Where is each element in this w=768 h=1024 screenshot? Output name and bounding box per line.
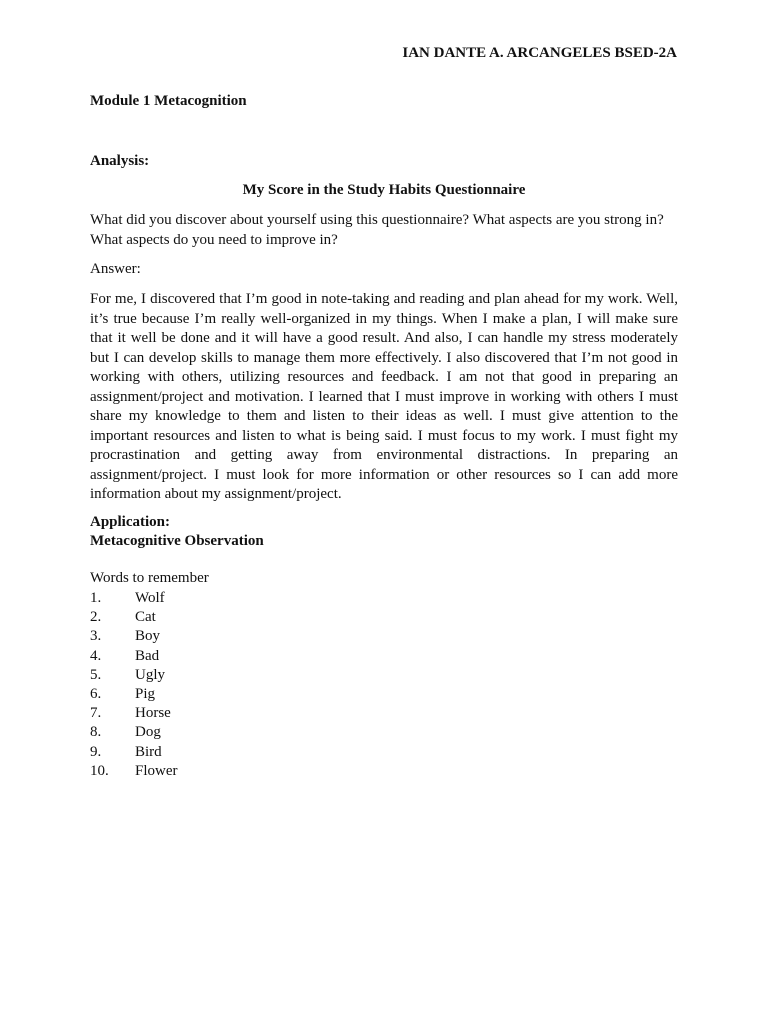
word-list-item xyxy=(90,762,178,781)
word-number: 1. xyxy=(90,590,102,606)
word-number: 9. xyxy=(90,743,102,760)
word-list-item xyxy=(90,743,178,762)
word-list-item xyxy=(90,608,178,627)
word-text: Horse xyxy=(135,705,171,722)
application-section xyxy=(90,513,264,551)
word-list-item xyxy=(90,723,178,742)
word-list-item xyxy=(90,589,178,608)
word-list-item xyxy=(90,685,178,704)
application-heading: Application: xyxy=(90,514,171,530)
word-list-item xyxy=(90,666,178,685)
word-text: Flower xyxy=(135,762,178,779)
author-header: IAN DANTE A. ARCANGELES BSED-2A xyxy=(402,45,677,61)
word-text: Cat xyxy=(135,609,156,626)
word-number: 2. xyxy=(90,609,102,626)
answer-paragraph: For me, I discovered that I’m good in note-taking and reading and plan ahead for my work. Well, it’s true because I’m really well-organized in my things. When I make a plan, I will make sure that it well be done and it will have a good result. And also, I can handle my stress moderately but I can develop skills to manage them more effectively. I also discovered that I’m not good in working with others, utilizing resources and feedback. I am not that good in preparing an assignment/project and motivation. I learned that I must improve in working with others I must share my knowledge to them and listen to their ideas as well. I must give attention to the important resources and listen to what is being said. I must focus to my work. I must fight my procrastination and getting away from environmental distractions. In preparing an assignment/project. I must look for more information or other resources so I can add more information about my assignment/project. xyxy=(90,291,678,502)
word-number: 4. xyxy=(90,647,102,664)
word-text: Boy xyxy=(135,628,161,645)
analysis-heading: Analysis: xyxy=(90,153,150,169)
word-list-item xyxy=(90,704,178,723)
application-subtitle: Metacognitive Observation xyxy=(90,533,264,549)
word-number: 6. xyxy=(90,685,102,702)
word-text: Bird xyxy=(135,743,162,760)
question-text: What did you discover about yourself using this questionnaire? What aspects are you strong in? What aspects do you need to improve in? xyxy=(90,212,664,248)
word-number: 5. xyxy=(90,666,102,683)
words-heading: Words to remember xyxy=(90,570,209,586)
word-text: Wolf xyxy=(135,590,165,606)
word-text: Pig xyxy=(135,685,156,702)
word-number: 10. xyxy=(90,762,109,779)
word-list-item xyxy=(90,627,178,646)
word-number: 8. xyxy=(90,724,102,741)
word-list-item xyxy=(90,647,178,666)
word-number: 7. xyxy=(90,705,102,722)
answer-label: Answer: xyxy=(90,261,141,277)
word-text: Dog xyxy=(135,724,161,741)
word-number: 3. xyxy=(90,628,102,645)
word-list xyxy=(90,589,178,781)
questionnaire-title: My Score in the Study Habits Questionnaire xyxy=(242,182,526,198)
module-title: Module 1 Metacognition xyxy=(90,93,247,109)
word-text: Bad xyxy=(135,647,160,664)
word-text: Ugly xyxy=(135,666,165,683)
